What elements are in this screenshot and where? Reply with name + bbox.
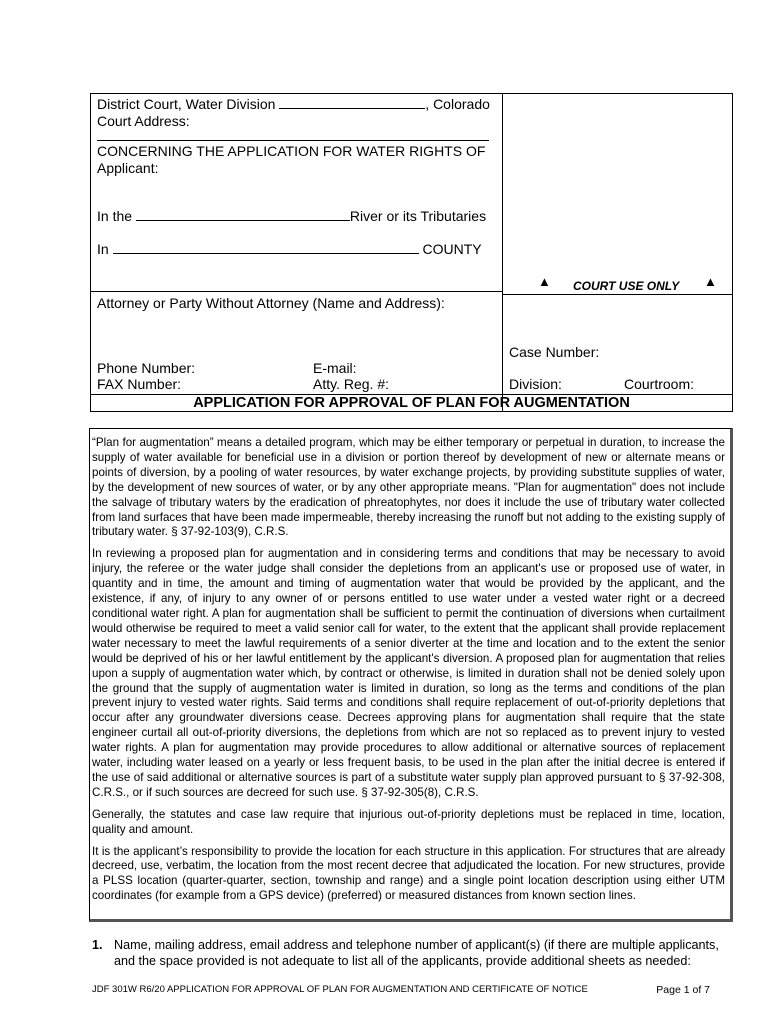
attorney-label: Attorney or Party Without Attorney (Name and Address):	[97, 295, 445, 311]
court-line-suffix: , Colorado	[425, 96, 490, 112]
caption-left-panel	[91, 94, 503, 411]
division-label: Division:	[509, 376, 562, 392]
county-label: COUNTY	[422, 241, 482, 257]
form-title: APPLICATION FOR APPROVAL OF PLAN FOR AUGMENTATION	[193, 395, 630, 411]
county-line	[97, 241, 482, 258]
page-number: Page 1 of 7	[656, 984, 710, 996]
court-use-divider	[503, 294, 732, 295]
up-arrow-right-icon: ▲	[704, 274, 717, 289]
definition-paragraph-2: In reviewing a proposed plan for augmentation and in considering terms and conditions that may be necessary to avoid injury, the referee or the water judge shall consider the depletions from an applicant's use or proposed use of water, in quantity and in time, the amount and timing of augmentation water that would be provided by the applicant, and the existence, if any, of injury to any owner of or persons entitled to use water under a vested water right or a decreed conditional water right. A plan for augmentation shall be sufficient to permit the continuation of diversions when curtailment would otherwise be required to meet a valid senior call for water, to the extent that the applicant shall provide replacement water necessary to meet the lawful requirements of a senior diverter at the time and location and to the extent the senior would be deprived of his or her lawful entitlement by the applicant's diversion. A proposed plan for augmentation that relies upon a supply of augmentation water which, by contract or otherwise, is limited in duration shall not be denied solely upon the ground that the supply of augmentation water is limited in duration, so long as the terms and conditions of the plan prevent injury to vested water rights. Said terms and conditions shall require replacement of out-of-priority depletions that occur after any groundwater diversions cease. Decrees approving plans for augmentation shall require that the state engineer curtail all out-of-priority diversions, the depletions from which are not so replaced as to prevent injury to vested water rights. A plan for augmentation may provide procedures to allow additional or alternative sources of replacement water, including water leased on a yearly or less frequent basis, to be used in the plan after the initial decree is entered if the use of said additional or alternative sources is part of a substitute water supply plan approved pursuant to § 37-92-308, C.R.S., or if such sources are decreed for such use. § 37-92-305(8), C.R.S.	[92, 547, 725, 799]
definition-paragraph-1: “Plan for augmentation” means a detailed program, which may be either temporary or perpetual in duration, to increase the supply of water available for beneficial use in a division or portion thereof by development of new or alternate means or points of diversion, by a pooling of water resources, by water exchange projects, by providing substitute supplies of water, by the development of new sources of water, or by any other appropriate means. "Plan for augmentation" does not include the salvage of tributary waters by the eradication of phreatophytes, nor does it include the use of tributary water collected from land surfaces that have been made impermeable, thereby increasing the runoff but not adding to the existing supply of tributary water. § 37-92-103(9), C.R.S.	[92, 436, 725, 539]
court-address-line[interactable]	[97, 140, 489, 141]
applicant-label: Applicant:	[97, 160, 159, 176]
up-arrow-left-icon: ▲	[538, 274, 551, 289]
question-1	[92, 937, 732, 969]
court-line-prefix: District Court, Water Division	[97, 96, 276, 112]
court-caption	[90, 93, 733, 412]
case-number-label: Case Number:	[509, 344, 600, 360]
river-field[interactable]	[136, 208, 350, 221]
caption-divider	[91, 291, 502, 292]
county-field[interactable]	[113, 241, 419, 254]
definition-paragraph-3: Generally, the statutes and case law require that injurious out-of-priority depletions must be replaced in time, location, quality and amount.	[92, 807, 725, 836]
email-label: E-mail:	[313, 360, 357, 376]
in-the-label: In the	[97, 208, 133, 224]
question-1-number: 1.	[92, 938, 103, 952]
definitions-box	[89, 428, 733, 922]
water-division-field[interactable]	[279, 96, 425, 109]
courtroom-label: Courtroom:	[624, 376, 695, 392]
court-address-label: Court Address:	[97, 113, 190, 129]
phone-label: Phone Number:	[97, 360, 196, 376]
caption-right-panel	[503, 94, 732, 411]
atty-reg-label: Atty. Reg. #:	[313, 376, 389, 392]
form-id: JDF 301W R6/20 APPLICATION FOR APPROVAL OF PLAN FOR AUGMENTATION AND CERTIFICATE OF NOTICE	[92, 984, 588, 995]
fax-label: FAX Number:	[97, 376, 182, 392]
court-line	[97, 96, 490, 113]
page-footer	[92, 984, 710, 995]
in-label: In	[97, 241, 109, 257]
in-the-line	[97, 208, 486, 225]
question-1-text: Name, mailing address, email address and telephone number of applicant(s) (if there are multiple applicants, and the space provided is not adequate to list all of the applicants, provide additional sheets as needed:	[114, 938, 719, 968]
concerning-line1: CONCERNING THE APPLICATION FOR WATER RIGHTS OF	[97, 143, 486, 159]
river-label: River or its Tributaries	[349, 208, 487, 224]
court-use-only-label: COURT USE ONLY	[573, 279, 680, 293]
definition-paragraph-4: It is the applicant’s responsibility to provide the location for each structure in this application. For structures that are already decreed, use, verbatim, the location from the most recent decree that adjudicated the location. For new structures, provide a PLSS location (quarter-quarter, section, township and range) and a single point location description using either UTM coordinates (for example from a GPS device) (preferred) or measured distances from known section lines.	[92, 844, 725, 903]
